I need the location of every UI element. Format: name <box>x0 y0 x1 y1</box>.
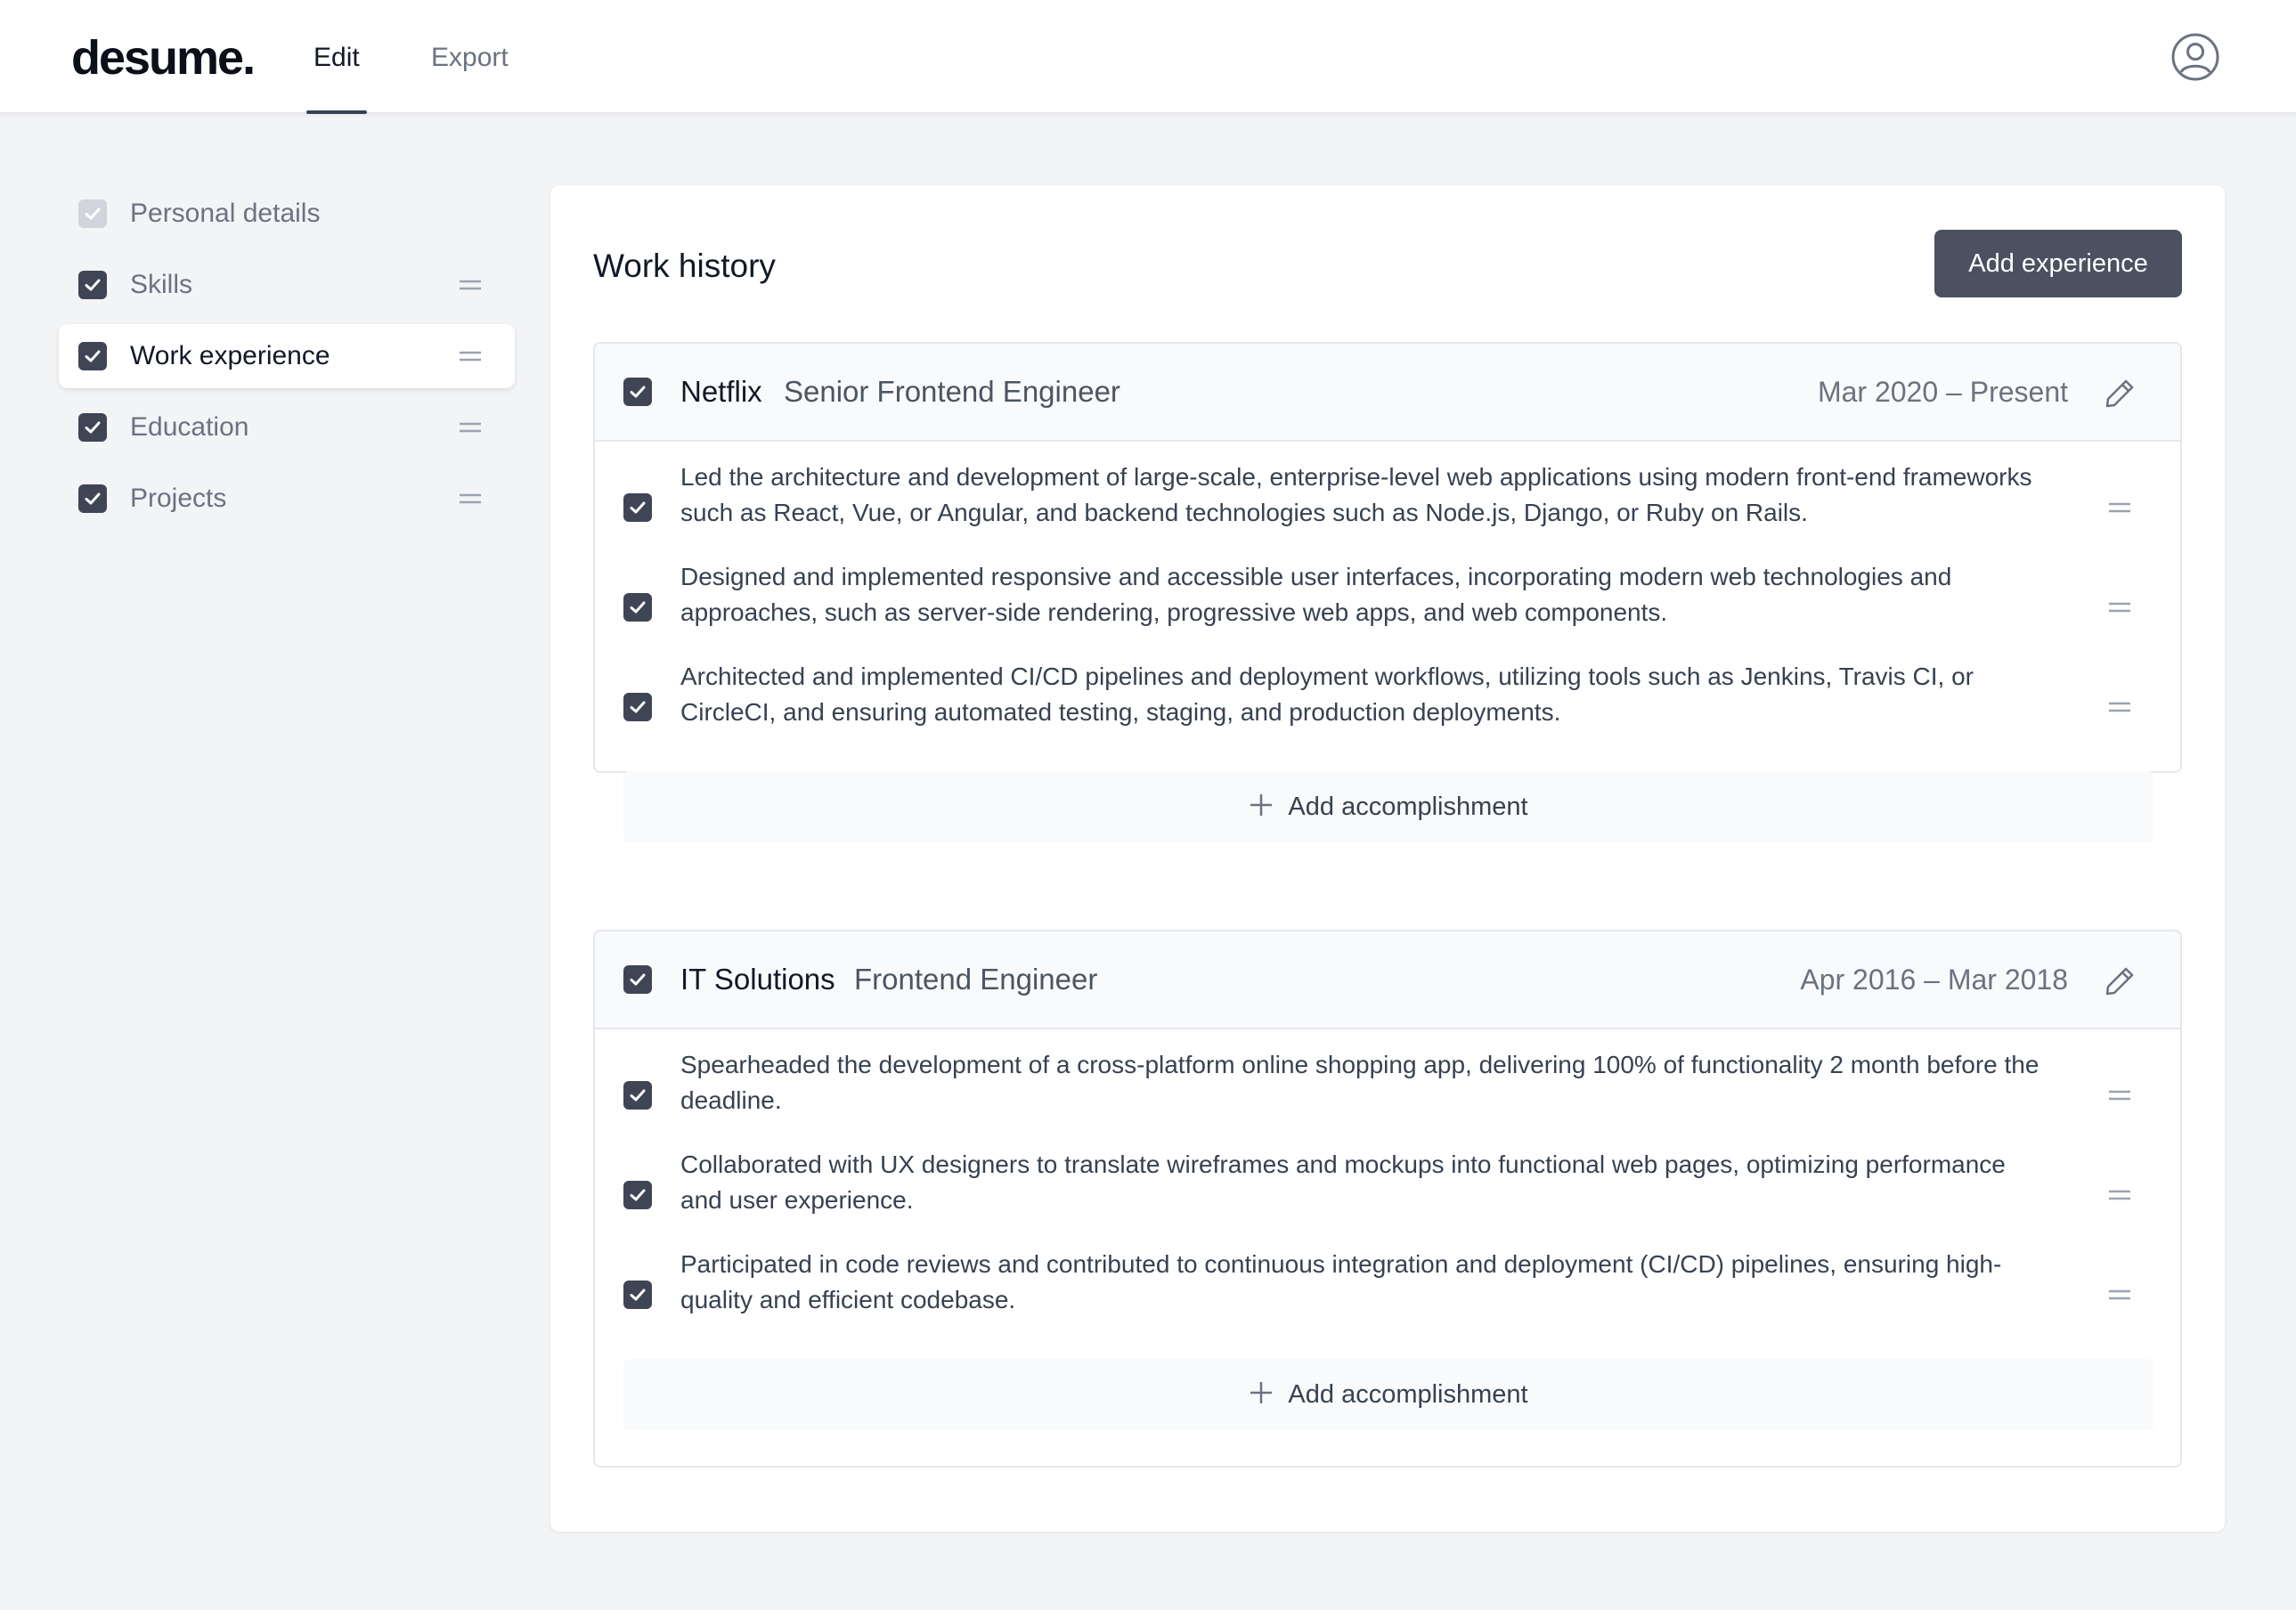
tab-export[interactable] <box>431 0 509 114</box>
add-accomplishment-button[interactable] <box>623 1359 2154 1430</box>
job-title: Frontend Engineer <box>854 963 1098 996</box>
accomplishment-item <box>595 541 2180 641</box>
job-checkbox[interactable] <box>623 378 652 406</box>
accomplishment-text[interactable]: Spearheaded the development of a cross-platform online shopping app, delivering 100% of functionality 2 month before the deadline. <box>680 1051 2040 1114</box>
active-tab-indicator <box>306 110 367 114</box>
accomplishment-item <box>595 641 2180 741</box>
accomplishment-item <box>595 1129 2180 1229</box>
check-icon <box>628 970 647 989</box>
accomplishment-checkbox[interactable] <box>623 1181 652 1209</box>
job-company: IT Solutions <box>680 963 835 996</box>
check-icon <box>83 418 102 437</box>
check-icon <box>628 498 647 517</box>
sidebar-item-personal-details[interactable] <box>59 182 515 246</box>
drag-handle-icon[interactable] <box>2107 499 2132 516</box>
accomplishment-text[interactable]: Architected and implemented CI/CD pipelines and deployment workflows, utilizing tools such as Jenkins, Travis CI, or CircleCI, and ensuring automated testing, staging, and production deployments. <box>680 663 1974 726</box>
accomplishment-item <box>595 1229 2180 1329</box>
sidebar-item-label: Projects <box>130 484 227 513</box>
checkbox[interactable] <box>78 484 107 513</box>
job-company: Netflix <box>680 375 762 408</box>
drag-handle-icon[interactable] <box>458 490 483 508</box>
sidebar-item-skills[interactable] <box>59 253 515 317</box>
check-icon <box>83 346 102 366</box>
job-title: Senior Frontend Engineer <box>784 375 1120 408</box>
section-title: Work history <box>593 248 776 284</box>
accomplishment-item <box>595 442 2180 541</box>
drag-handle-icon[interactable] <box>458 276 483 294</box>
accomplishment-checkbox[interactable] <box>623 1081 652 1110</box>
drag-handle-icon[interactable] <box>458 419 483 436</box>
accomplishment-item <box>595 1029 2180 1129</box>
add-accomplishment-label: Add accomplishment <box>1288 793 1528 821</box>
accomplishment-text[interactable]: Collaborated with UX designers to translate wireframes and mockups into functional web pages, optimizing performance and user experience. <box>680 1151 2006 1214</box>
section-sidebar <box>59 182 515 538</box>
check-icon <box>628 598 647 617</box>
check-icon <box>628 1285 647 1305</box>
tab-edit[interactable] <box>313 0 360 114</box>
tab-export-label: Export <box>431 43 509 72</box>
pencil-icon[interactable] <box>2104 378 2136 410</box>
job-header <box>595 931 2180 1029</box>
plus-icon <box>1249 793 1274 817</box>
sidebar-item-label: Skills <box>130 270 193 299</box>
job-header <box>595 344 2180 442</box>
check-icon <box>628 1185 647 1205</box>
job-checkbox[interactable] <box>623 965 652 994</box>
accomplishment-checkbox[interactable] <box>623 1281 652 1309</box>
drag-handle-icon[interactable] <box>2107 698 2132 716</box>
checkbox[interactable] <box>78 342 107 370</box>
check-icon <box>628 382 647 402</box>
accomplishment-text[interactable]: Designed and implemented responsive and accessible user interfaces, incorporating modern web technologies and approaches, such as server-side rendering, progressive web apps, and web components. <box>680 563 1952 626</box>
checkbox[interactable] <box>78 199 107 228</box>
accomplishment-text[interactable]: Participated in code reviews and contributed to continuous integration and deployment (CI/CD) pipelines, ensuring high-quality and efficient codebase. <box>680 1250 2002 1313</box>
sidebar-item-work-experience[interactable] <box>59 324 515 388</box>
job-entry <box>593 342 2182 773</box>
user-avatar-icon[interactable] <box>2171 33 2219 81</box>
sidebar-item-label: Education <box>130 412 249 442</box>
drag-handle-icon[interactable] <box>2107 598 2132 616</box>
accomplishment-checkbox[interactable] <box>623 693 652 721</box>
job-dates: Apr 2016 – Mar 2018 <box>1800 964 2068 996</box>
drag-handle-icon[interactable] <box>2107 1286 2132 1304</box>
check-icon <box>83 204 102 224</box>
work-history-card <box>550 185 2225 1532</box>
accomplishment-text[interactable]: Led the architecture and development of large-scale, enterprise-level web applications using modern front-end frameworks such as React, Vue, or Angular, and backend technologies such as Node.js, Django, or Ruby on Rails. <box>680 463 2032 526</box>
drag-handle-icon[interactable] <box>458 347 483 365</box>
add-accomplishment-label: Add accomplishment <box>1288 1380 1528 1409</box>
accomplishment-checkbox[interactable] <box>623 493 652 522</box>
check-icon <box>628 697 647 717</box>
plus-icon <box>1249 1380 1274 1405</box>
drag-handle-icon[interactable] <box>2107 1086 2132 1104</box>
top-navbar <box>0 0 2296 114</box>
sidebar-item-education[interactable] <box>59 395 515 459</box>
check-icon <box>628 1086 647 1105</box>
sidebar-item-projects[interactable] <box>59 467 515 531</box>
add-experience-button[interactable]: Add experience <box>1934 230 2182 297</box>
sidebar-item-label: Personal details <box>130 199 321 228</box>
tab-edit-label: Edit <box>313 43 360 72</box>
sidebar-item-label: Work experience <box>130 341 330 370</box>
checkbox[interactable] <box>78 413 107 442</box>
app-logo[interactable]: desume. <box>71 31 255 85</box>
check-icon <box>83 275 102 295</box>
job-dates: Mar 2020 – Present <box>1817 376 2068 408</box>
checkbox[interactable] <box>78 271 107 299</box>
accomplishment-checkbox[interactable] <box>623 593 652 622</box>
add-accomplishment-button[interactable] <box>623 771 2154 842</box>
pencil-icon[interactable] <box>2104 965 2136 997</box>
check-icon <box>83 489 102 508</box>
drag-handle-icon[interactable] <box>2107 1186 2132 1204</box>
